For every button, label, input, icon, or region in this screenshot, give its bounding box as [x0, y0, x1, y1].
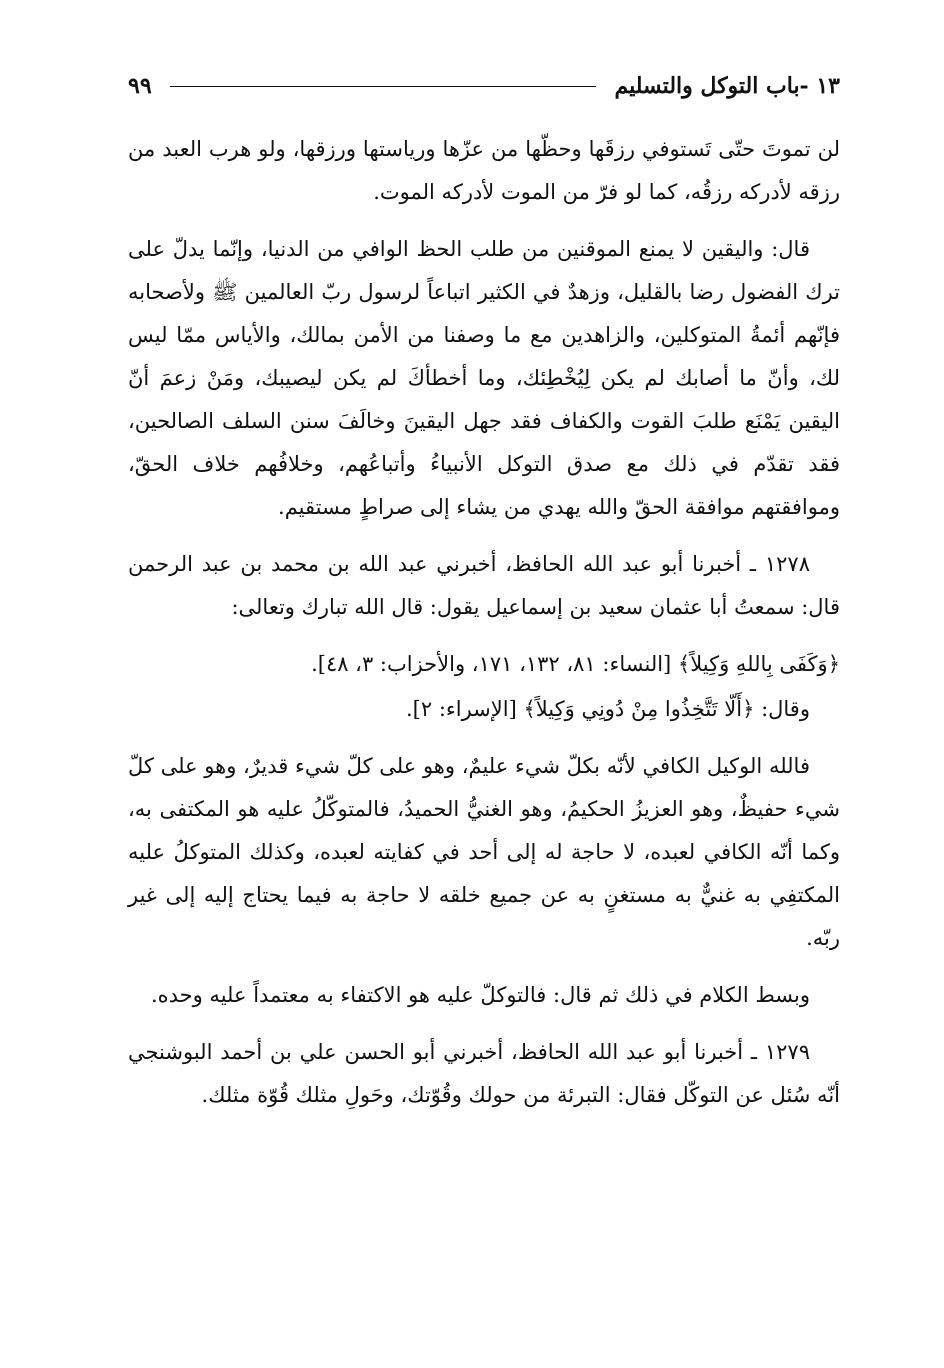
paragraph-continuation: لن تموتَ حتّى تَستوفي رزقَها وحظّها من عزّها ورياستها ورزقها، ولو هرب العبد من رزقه لأدركه رزقُه، كما لو فرّ من الموت لأدركه الموت.	[128, 137, 840, 204]
page-body	[128, 128, 840, 1131]
running-header	[128, 66, 840, 106]
page-number: ٩٩	[128, 73, 152, 99]
paragraph-summary: وبسط الكلام في ذلك ثم قال: فالتوكلّ عليه هو الاكتفاء به معتمداً عليه وحده.	[150, 983, 810, 1007]
hadith-1279: ١٢٧٩ ـ أخبرنا أبو عبد الله الحافظ، أخبرني أبو الحسن علي بن أحمد البوشنجي أنّه سُئل عن التوكّل فقال: التبرئة من حولك وقُوّتك، وحَولِ مثلك قُوّة مثلك.	[128, 1040, 840, 1107]
paragraph-wakil: فالله الوكيل الكافي لأنّه بكلّ شيء عليمٌ، وهو على كلّ شيء قديرٌ، وهو على كلّ شيء حفيظٌ، وهو العزيزُ الحكيمُ، وهو الغنيُّ الحميدُ، فالمتوكّلُ عليه هو المكتفى به، وكما أنّه الكافي لعبده، لا حاجة له إلى أحد في كفايته لعبده، وكذلك المتوكلُ عليه المكتفِي به غنيٌّ به مستغنٍ به عن جميع خلقه لا حاجة به فيما يحتاج إليه إلى غير ربّه.	[128, 754, 840, 950]
quran-citation-1: ﴿وَكَفَى بِاللهِ وَكِيلاً﴾ [النساء: ٨١، ١٣٢، ١٧١، والأحزاب: ٣، ٤٨].	[311, 652, 840, 676]
hadith-1278: ١٢٧٨ ـ أخبرنا أبو عبد الله الحافظ، أخبرني عبد الله بن محمد بن عبد الرحمن قال: سمعتُ أبا عثمان سعيد بن إسماعيل يقول: قال الله تبارك وتعالى:	[128, 552, 840, 619]
header-rule	[170, 86, 597, 87]
quran-citation-2: وقال: ﴿أَلّا تَتَّخِذُوا مِنْ دُونِي وَكِيلاً﴾ [الإسراء: ٢].	[405, 697, 810, 721]
paragraph-yaqin: قال: واليقين لا يمنع الموقنين من طلب الحظ الوافي من الدنيا، وإنّما يدلّ على ترك الفضول رضا بالقليل، وزهدٌ في الكثير اتباعاً لرسول ربّ العالمين ﷺ ولأصحابه فإنّهم أئمةُ المتوكلين، والزاهدين مع ما وصفنا من الأمن بمالك، والأياس ممّا ليس لك، وأنّ ما أصابك لم يكن لِيُخْطِئك، وما أخطأكَ لم يكن ليصيبك، ومَنْ زعمَ أنّ اليقين يَمْنَع طلبَ القوت والكفاف فقد جهل اليقينَ وخالَفَ سنن السلف الصالحين، فقد تقدّم في ذلك مع صدق التوكل الأنبياءُ وأتباعُهم، وخلافُهم خلاف الحقّ، وموافقتهم موافقة الحقّ والله يهدي من يشاء إلى صراطٍ مستقيم.	[128, 237, 840, 519]
chapter-title: ١٣ -باب التوكل والتسليم	[614, 73, 840, 99]
